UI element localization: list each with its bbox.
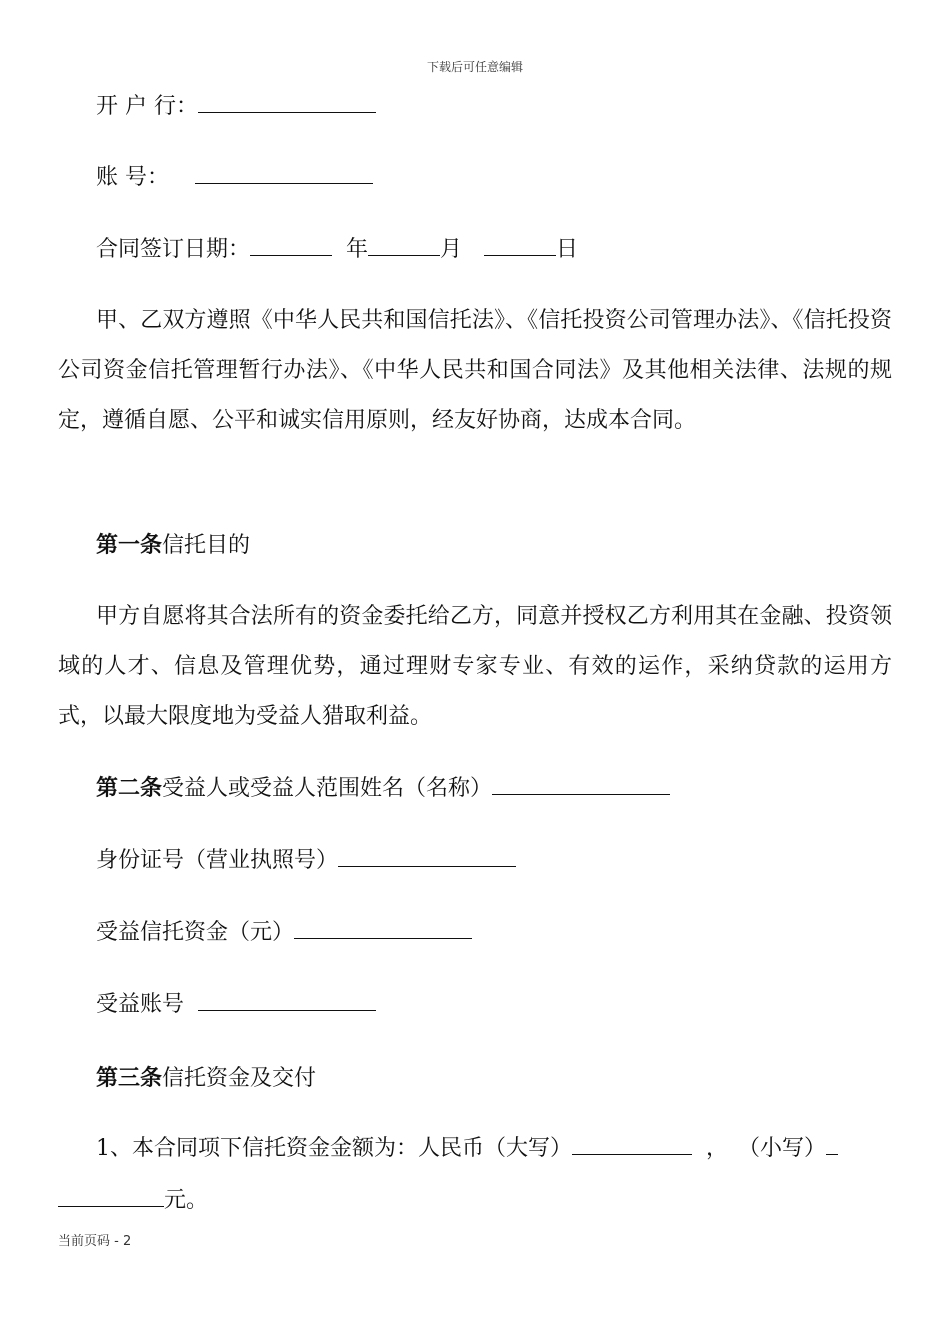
trust-fund-label: 受益信托资金（元） [96, 920, 295, 945]
beneficiary-name-blank[interactable] [492, 776, 670, 795]
account-blank[interactable] [195, 165, 373, 184]
date-day-label: 日 [556, 237, 579, 262]
preamble-paragraph: 甲、乙双方遵照《中华人民共和国信托法》、《信托投资公司管理办法》、《信托投资公司资金信托管理暂行办法》、《中华人民共和国合同法》及其他相关法律、法规的规定，遵循自愿、公平和诚实信用原则，经友好协商，达成本合同。 [58, 308, 892, 433]
article-3-item-1-cont [58, 1186, 208, 1216]
date-month-label: 月 [440, 237, 463, 262]
date-line [96, 235, 578, 265]
amount-lowercase-blank-start[interactable] [826, 1136, 838, 1155]
date-label: 合同签订日期： [96, 237, 251, 262]
page-footer: 当前页码 - 2 [58, 1234, 132, 1249]
id-number-line [96, 846, 516, 876]
item-1-small-label: （小写） [738, 1136, 827, 1161]
amount-lowercase-blank[interactable] [58, 1188, 164, 1207]
article-1-heading [96, 530, 250, 561]
article-2-heading [96, 773, 670, 804]
page-header: 下载后可任意编辑 [426, 60, 523, 74]
item-1-text: 1、本合同项下信托资金金额为：人民币（大写） [96, 1136, 572, 1161]
article-1-title: 信托目的 [162, 533, 251, 558]
account-line [96, 163, 373, 193]
article-2-title: 受益人或受益人范围姓名（名称） [162, 776, 493, 801]
bank-blank[interactable] [198, 94, 376, 113]
beneficiary-account-label: 受益账号 [96, 992, 185, 1017]
article-1-body: 甲方自愿将其合法所有的资金委托给乙方，同意并授权乙方利用其在金融、投资领域的人才、信息及管理优势，通过理财专家专业、有效的运作，采纳贷款的运用方式，以最大限度地为受益人猎取利益。 [58, 604, 892, 729]
date-day-blank[interactable] [484, 237, 556, 256]
article-3-item-1 [96, 1134, 838, 1164]
article-3-title: 信托资金及交付 [162, 1066, 317, 1091]
id-number-blank[interactable] [338, 848, 516, 867]
item-1-yuan: 元。 [164, 1188, 209, 1213]
date-month-blank[interactable] [368, 237, 440, 256]
account-label: 账 号： [96, 165, 169, 190]
amount-uppercase-blank[interactable] [572, 1136, 692, 1155]
beneficiary-account-blank[interactable] [198, 992, 376, 1011]
date-year-label: 年 [346, 237, 369, 262]
date-year-blank[interactable] [250, 237, 332, 256]
article-1-number: 第一条 [96, 532, 163, 558]
id-number-label: 身份证号（营业执照号） [96, 848, 339, 873]
bank-line [96, 92, 376, 122]
article-3-number: 第三条 [96, 1065, 163, 1091]
trust-fund-blank[interactable] [294, 920, 472, 939]
bank-label: 开 户 行： [96, 94, 198, 119]
article-2-number: 第二条 [96, 775, 163, 801]
trust-fund-line [96, 918, 472, 948]
beneficiary-account-line [96, 990, 376, 1020]
article-3-heading [96, 1063, 316, 1094]
item-1-comma: ， [706, 1136, 729, 1161]
